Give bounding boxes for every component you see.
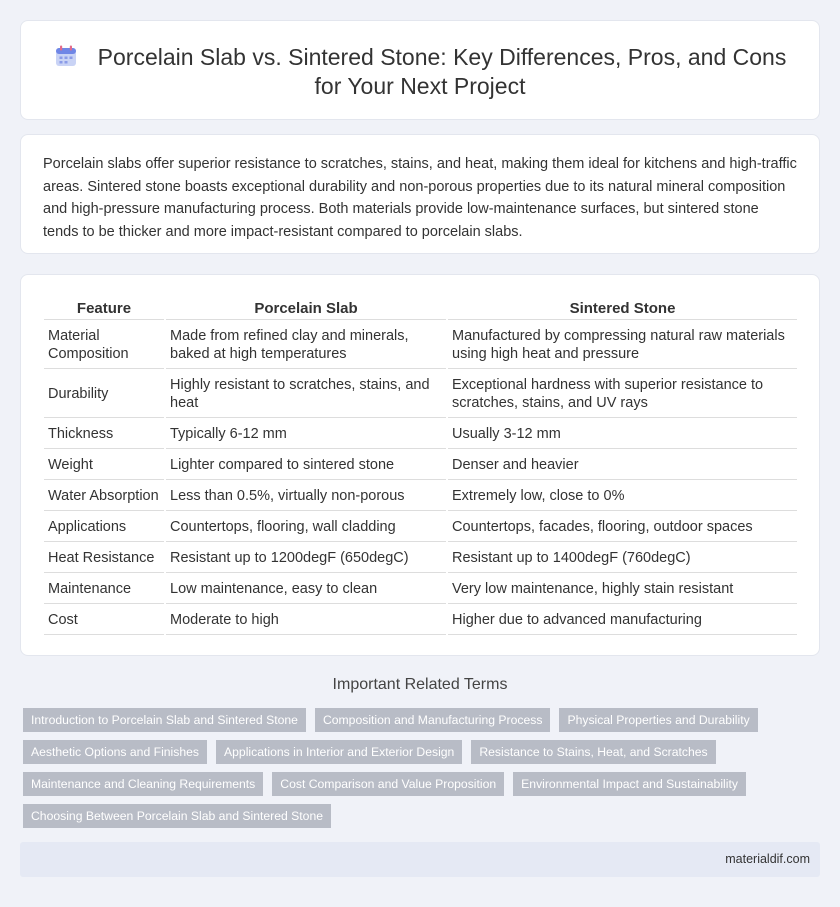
page-title-text: Porcelain Slab vs. Sintered Stone: Key Differences, Pros, and Cons for Your Next Project [97,44,787,99]
porcelain-cell: Highly resistant to scratches, stains, and heat [166,371,446,418]
table-row [44,513,797,542]
porcelain-cell: Resistant up to 1200degF (650degC) [166,544,446,573]
table-row [44,482,797,511]
sintered-cell: Countertops, facades, flooring, outdoor spaces [448,513,797,542]
feature-cell: Maintenance [44,575,164,604]
related-terms-title: Important Related Terms [332,676,508,693]
page-title [21,43,819,101]
table-row [44,606,797,635]
porcelain-cell: Typically 6-12 mm [166,420,446,449]
sintered-cell: Resistant up to 1400degF (760degC) [448,544,797,573]
footer [20,842,820,877]
comparison-table [42,295,799,637]
porcelain-cell: Made from refined clay and minerals, baked at high temperatures [166,322,446,369]
header-card [20,20,820,120]
comparison-card [20,274,820,656]
intro-paragraph: Porcelain slabs offer superior resistance to scratches, stains, and heat, making them ideal for kitchens and high-traffic areas. Sintered stone boasts exceptional durability and non-porous properties due to its natural mineral composition and high-pressure manufacturing process. Both materials provide low-maintenance surfaces, but sintered stone tends to be thicker and more impact-resistant compared to porcelain slabs. [43,156,797,240]
table-row [44,420,797,449]
feature-cell: Applications [44,513,164,542]
feature-cell: Material Composition [44,322,164,369]
related-term-tag[interactable]: Cost Comparison and Value Proposition [272,772,504,796]
sintered-cell: Manufactured by compressing natural raw materials using high heat and pressure [448,322,797,369]
table-row [44,322,797,369]
related-term-tag[interactable]: Choosing Between Porcelain Slab and Sintered Stone [23,804,331,828]
feature-cell: Weight [44,451,164,480]
sintered-cell: Exceptional hardness with superior resistance to scratches, stains, and UV rays [448,371,797,418]
feature-cell: Durability [44,371,164,418]
sintered-cell: Denser and heavier [448,451,797,480]
sintered-cell: Extremely low, close to 0% [448,482,797,511]
feature-cell: Cost [44,606,164,635]
table-row [44,371,797,418]
intro-card [20,134,820,254]
related-term-tag[interactable]: Introduction to Porcelain Slab and Sintered Stone [23,708,306,732]
porcelain-cell: Moderate to high [166,606,446,635]
related-term-tag[interactable]: Environmental Impact and Sustainability [513,772,746,796]
header-feature: Feature [44,297,164,320]
related-term-tag[interactable]: Physical Properties and Durability [559,708,757,732]
sintered-cell: Usually 3-12 mm [448,420,797,449]
sintered-cell: Very low maintenance, highly stain resistant [448,575,797,604]
related-term-tag[interactable]: Resistance to Stains, Heat, and Scratches [471,740,715,764]
header-sintered-stone: Sintered Stone [448,297,797,320]
related-term-tag[interactable]: Composition and Manufacturing Process [315,708,551,732]
feature-cell: Water Absorption [44,482,164,511]
feature-cell: Heat Resistance [44,544,164,573]
header-porcelain-slab: Porcelain Slab [166,297,446,320]
table-row [44,544,797,573]
porcelain-cell: Countertops, flooring, wall cladding [166,513,446,542]
related-term-tag[interactable]: Maintenance and Cleaning Requirements [23,772,263,796]
table-header-row [44,297,797,320]
sintered-cell: Higher due to advanced manufacturing [448,606,797,635]
footer-site[interactable]: materialdif.com [725,852,810,866]
table-row [44,575,797,604]
porcelain-cell: Low maintenance, easy to clean [166,575,446,604]
porcelain-cell: Lighter compared to sintered stone [166,451,446,480]
feature-cell: Thickness [44,420,164,449]
related-terms-list [23,708,813,828]
calendar-icon [54,44,78,68]
table-row [44,451,797,480]
table-body [44,322,797,635]
related-term-tag[interactable]: Aesthetic Options and Finishes [23,740,207,764]
related-term-tag[interactable]: Applications in Interior and Exterior Design [216,740,462,764]
porcelain-cell: Less than 0.5%, virtually non-porous [166,482,446,511]
